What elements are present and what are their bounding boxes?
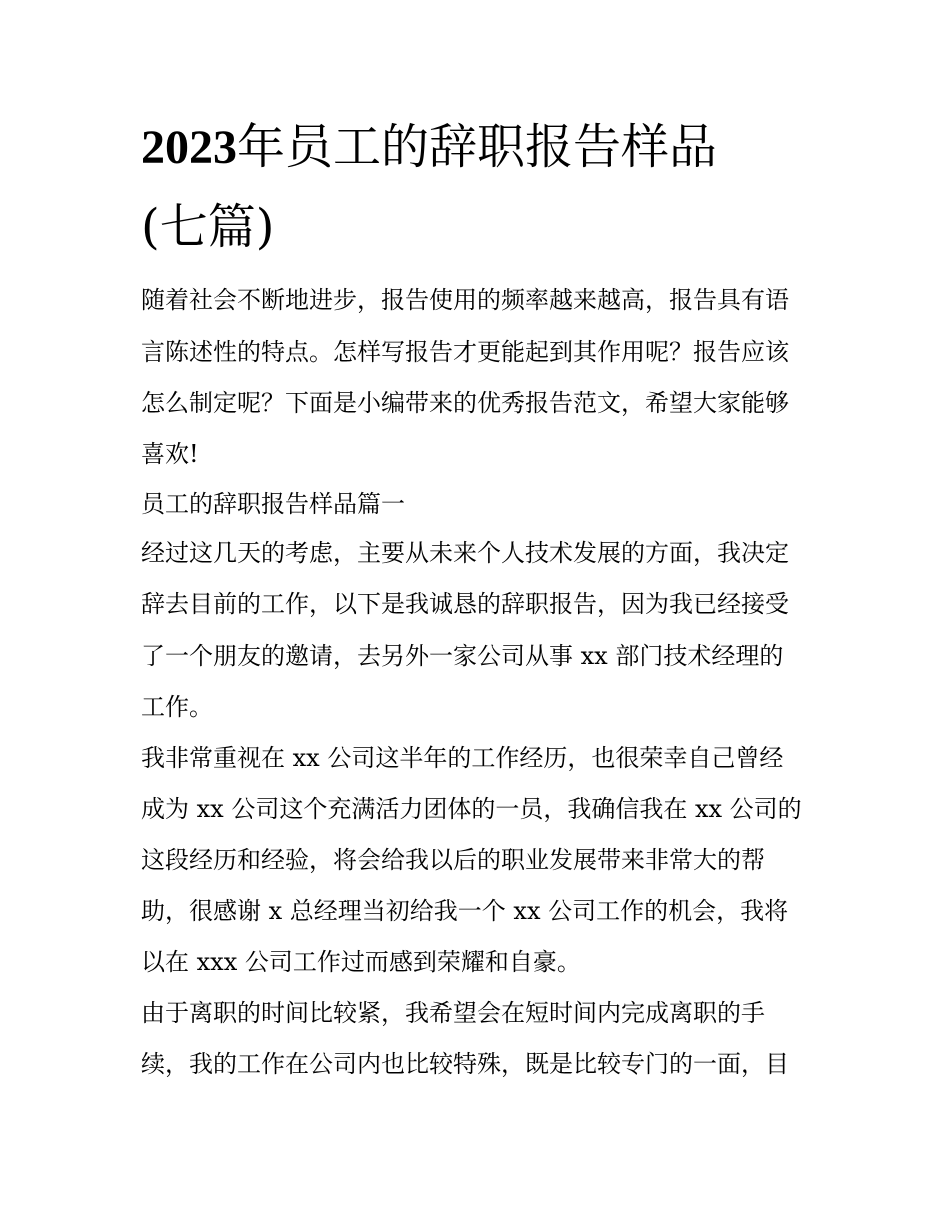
para2-line-2: 成为 xx 公司这个充满活力团体的一员，我确信我在 xx 公司的 (141, 795, 802, 823)
para1-line-2: 辞去目前的工作，以下是我诚恳的辞职报告，因为我已经接受 (141, 590, 789, 618)
para2-line-1: 我非常重视在 xx 公司这半年的工作经历，也很荣幸自己曾经 (141, 744, 784, 772)
para2-line-3: 这段经历和经验，将会给我以后的职业发展带来非常大的帮 (141, 846, 765, 874)
title-line-2: (七篇) (141, 199, 275, 255)
section-heading: 员工的辞职报告样品篇一 (141, 490, 405, 518)
intro-line-4: 喜欢! (141, 440, 199, 468)
para1-line-1: 经过这几天的考虑，主要从未来个人技术发展的方面，我决定 (141, 539, 789, 567)
para2-line-4: 助，很感谢 x 总经理当初给我一个 xx 公司工作的机会，我将 (141, 897, 789, 925)
para1-line-4: 工作。 (141, 693, 213, 721)
title-text: 年员工的辞职报告样品 (237, 119, 718, 175)
para3-line-2: 续，我的工作在公司内也比较特殊，既是比较专门的一面，目 (141, 1050, 789, 1078)
intro-line-1: 随着社会不断地进步，报告使用的频率越来越高，报告具有语 (141, 286, 789, 314)
intro-line-2: 言陈述性的特点。怎样写报告才更能起到其作用呢？报告应该 (141, 338, 789, 366)
para1-line-3: 了一个朋友的邀请，去另外一家公司从事 xx 部门技术经理的 (141, 642, 784, 670)
para3-line-1: 由于离职的时间比较紧，我希望会在短时间内完成离职的手 (141, 999, 765, 1027)
title-line-1 (141, 120, 821, 175)
intro-line-3: 怎么制定呢？下面是小编带来的优秀报告范文，希望大家能够 (141, 389, 789, 417)
para2-line-5: 以在 xxx 公司工作过而感到荣耀和自豪。 (141, 948, 581, 976)
title-year: 2023 (141, 121, 237, 174)
